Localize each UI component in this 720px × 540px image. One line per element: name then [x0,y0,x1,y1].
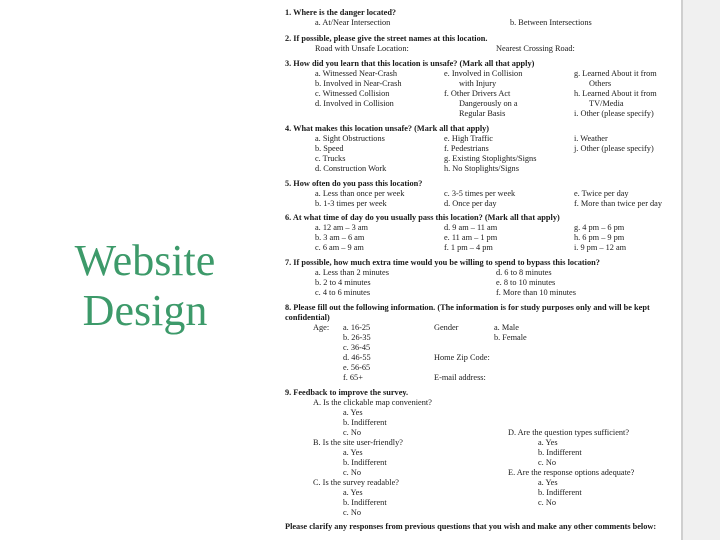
q9-title: 9. Feedback to improve the survey. [285,388,409,397]
q3-col2-item: with Injury [459,79,497,88]
q9-d-option: c. No [538,458,556,467]
q8-email-label: E-mail address: [434,373,486,382]
q9-a-option: a. Yes [343,408,363,417]
q7-col1-item: a. Less than 2 minutes [315,268,389,277]
q3-title: 3. How did you learn that this location is unsafe? (Mark all that apply) [285,59,535,68]
q8-age-option: e. 56-65 [343,363,371,372]
right-gutter [683,0,720,540]
q1-option-b: b. Between Intersections [510,18,592,27]
q9-a-option: c. No [343,428,361,437]
q6-col3-item: g. 4 pm – 6 pm [574,223,625,232]
q9-a-title: A. Is the clickable map convenient? [313,398,432,407]
q8-title-line-2: confidential) [285,313,330,322]
q1-title: 1. Where is the danger located? [285,8,397,17]
q8-title-line-1: 8. Please fill out the following information. (The information is for study purposes only and will be kept [285,303,650,312]
slide-title [40,236,250,336]
q9-c-option: b. Indifferent [343,498,387,507]
q4-col2-item: f. Pedestrians [444,144,489,153]
q4-col1-item: d. Construction Work [315,164,387,173]
q8-age-option: a. 16-25 [343,323,371,332]
q4-col1-item: c. Trucks [315,154,346,163]
q5-col3-item: f. More than twice per day [574,199,663,208]
q9-c-option: c. No [343,508,361,517]
slide-title-line-2: Design [82,286,208,335]
q9-d-title: D. Are the question types sufficient? [508,428,630,437]
q3-col1-item: c. Witnessed Collision [315,89,390,98]
q8-age-option: f. 65+ [343,373,363,382]
q8-age-label: Age: [313,323,330,332]
q3-col2-item: e. Involved in Collision [444,69,523,78]
q4-col3-item: j. Other (please specify) [574,144,654,153]
q8-gender-option: a. Male [494,323,519,332]
q8-zip-label: Home Zip Code: [434,353,490,362]
comments-prompt: Please clarify any responses from previous questions that you wish and make any other comments below: [285,522,657,531]
q9-c-option: a. Yes [343,488,363,497]
q9-b-option: a. Yes [343,448,363,457]
q2-crossing-label: Nearest Crossing Road: [496,44,575,53]
slide-title-line-1: Website [74,236,216,285]
q7-title: 7. If possible, how much extra time would you be willing to spend to bypass this location? [285,258,600,267]
q9-b-option: b. Indifferent [343,458,387,467]
q4-title: 4. What makes this location unsafe? (Mark all that apply) [285,124,490,133]
q9-e-option: c. No [538,498,556,507]
q3-col2-item: Dangerously on a [459,99,518,108]
q7-col1-item: b. 2 to 4 minutes [315,278,371,287]
q8-gender-option: b. Female [494,333,527,342]
q6-title: 6. At what time of day do you usually pass this location? (Mark all that apply) [285,213,560,222]
q3-col2-item: Regular Basis [459,109,506,118]
q7-col2-item: e. 8 to 10 minutes [496,278,556,287]
q3-col1-item: d. Involved in Collision [315,99,394,108]
q6-col1-item: b. 3 am – 6 am [315,233,365,242]
q8-age-option: d. 46-55 [343,353,371,362]
q3-col1-item: a. Witnessed Near-Crash [315,69,398,78]
q9-c-title: C. Is the survey readable? [313,478,399,487]
q3-col3-item: Others [589,79,612,88]
q3-col3-item: h. Learned About it from [574,89,657,98]
q7-col2-item: f. More than 10 minutes [496,288,576,297]
q5-col1-item: b. 1-3 times per week [315,199,387,208]
q6-col1-item: a. 12 am – 3 am [315,223,368,232]
q4-col1-item: a. Sight Obstructions [315,134,385,143]
q3-col1-item: b. Involved in Near-Crash [315,79,402,88]
q3-col3-item: g. Learned About it from [574,69,657,78]
q9-d-option: a. Yes [538,438,558,447]
q3-col3-item: TV/Media [589,99,624,108]
q9-d-option: b. Indifferent [538,448,582,457]
q2-title: 2. If possible, please give the street names at this location. [285,34,488,43]
q3-col2-item: f. Other Drivers Act [444,89,511,98]
q9-e-option: b. Indifferent [538,488,582,497]
q9-b-option: c. No [343,468,361,477]
q6-col2-item: e. 11 am – 1 pm [444,233,498,242]
q4-col2-item: g. Existing Stoplights/Signs [444,154,537,163]
q5-col2-item: d. Once per day [444,199,497,208]
q6-col3-item: h. 6 pm – 9 pm [574,233,625,242]
q7-col1-item: c. 4 to 6 minutes [315,288,371,297]
q3-col3-item: i. Other (please specify) [574,109,654,118]
q9-e-option: a. Yes [538,478,558,487]
q4-col2-item: h. No Stoplights/Signs [444,164,519,173]
q4-col3-item: i. Weather [574,134,608,143]
q8-age-option: c. 36-45 [343,343,371,352]
q9-b-title: B. Is the site user-friendly? [313,438,403,447]
q6-col1-item: c. 6 am – 9 am [315,243,364,252]
q5-title: 5. How often do you pass this location? [285,179,423,188]
q7-col2-item: d. 6 to 8 minutes [496,268,552,277]
q6-col3-item: i. 9 pm – 12 am [574,243,627,252]
survey-document [270,0,681,540]
q1-option-a: a. At/Near Intersection [315,18,391,27]
document-right-edge [681,0,683,540]
q5-col3-item: e. Twice per day [574,189,629,198]
q9-e-title: E. Are the response options adequate? [508,468,635,477]
q5-col2-item: c. 3-5 times per week [444,189,516,198]
q2-road-label: Road with Unsafe Location: [315,44,409,53]
q8-age-option: b. 26-35 [343,333,371,342]
q6-col2-item: f. 1 pm – 4 pm [444,243,493,252]
q9-a-option: b. Indifferent [343,418,387,427]
q8-gender-label: Gender [434,323,459,332]
q4-col1-item: b. Speed [315,144,344,153]
q6-col2-item: d. 9 am – 11 am [444,223,498,232]
q5-col1-item: a. Less than once per week [315,189,405,198]
q4-col2-item: e. High Traffic [444,134,493,143]
